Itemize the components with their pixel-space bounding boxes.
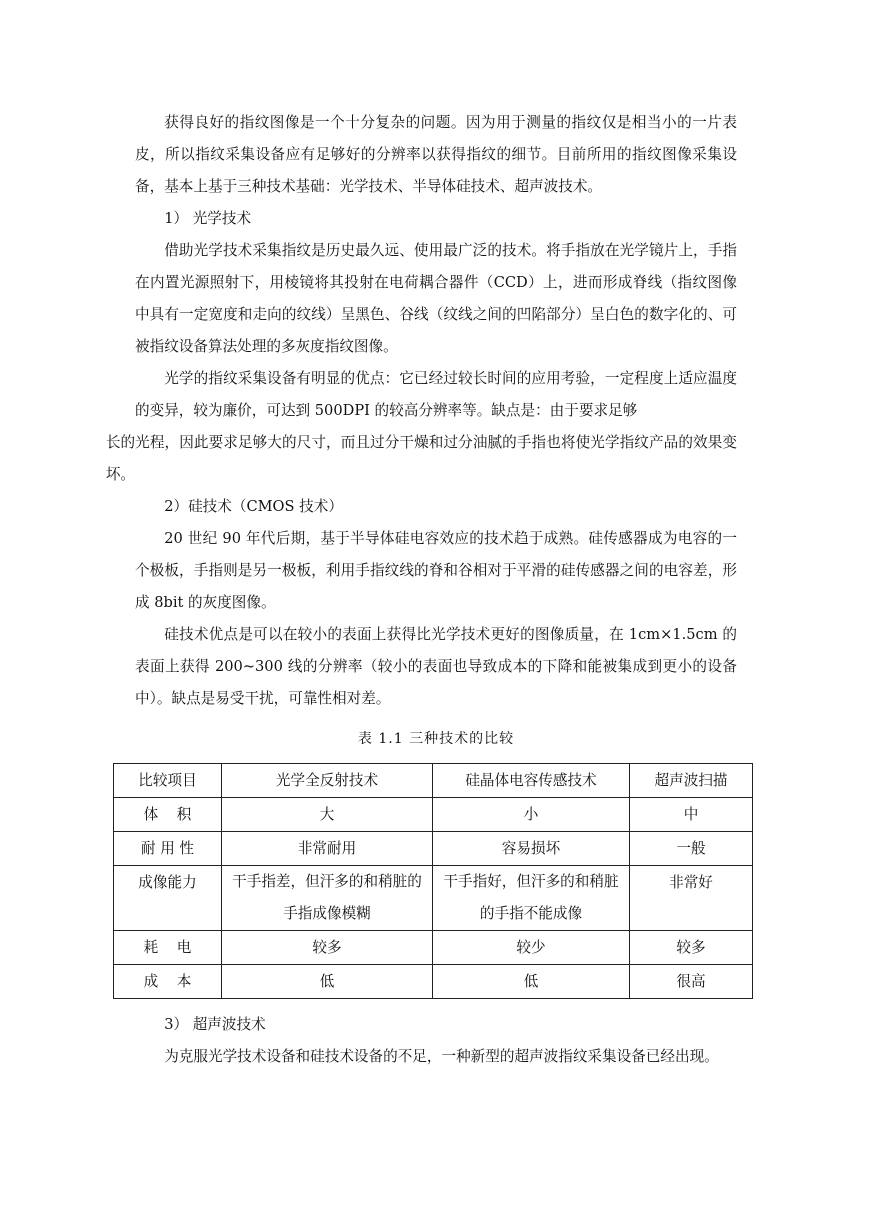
table-row: [114, 866, 753, 931]
table-row: [114, 832, 753, 866]
table-cell: 体 积: [114, 798, 222, 832]
table-cell: 耐 用 性: [114, 832, 222, 866]
table-cell: 较多: [222, 931, 433, 965]
table-header-cell: 超声波扫描: [630, 764, 753, 798]
table-cell: 容易损坏: [433, 832, 630, 866]
table-cell: 非常好: [630, 866, 753, 931]
table-cell: 低: [433, 965, 630, 999]
document-body: [105, 107, 737, 1073]
paragraph-optical-pros-cons-part1: 光学的指纹采集设备有明显的优点：它已经过较长时间的应用考验，一定程度上适应温度的变异，较为廉价，可达到 500DPI 的较高分辨率等。缺点是：由于要求足够: [135, 370, 737, 419]
table-cell: 大: [222, 798, 433, 832]
paragraph-silicon-principle: 20 世纪 90 年代后期，基于半导体硅电容效应的技术趋于成熟。硅传感器成为电容的一个极板，手指则是另一极板，利用手指纹线的脊和谷相对于平滑的硅传感器之间的电容差，形成 8bit 的灰度图像。: [135, 530, 737, 611]
table-cell: 一般: [630, 832, 753, 866]
table-header-cell: 硅晶体电容传感技术: [433, 764, 630, 798]
paragraph-ultrasound-intro: 为克服光学技术设备和硅技术设备的不足，一种新型的超声波指纹采集设备已经出现。: [164, 1048, 719, 1065]
table-cell: 较少: [433, 931, 630, 965]
table-cell: 非常耐用: [222, 832, 433, 866]
table-header-row: [114, 764, 753, 798]
table-header-cell: 光学全反射技术: [222, 764, 433, 798]
paragraph-intro: 获得良好的指纹图像是一个十分复杂的问题。因为用于测量的指纹仅是相当小的一片表皮，所以指纹采集设备应有足够好的分辨率以获得指纹的细节。目前所用的指纹图像采集设备，基本上基于三种技术基础：光学技术、半导体硅技术、超声波技术。: [135, 114, 737, 195]
table-cell: 成像能力: [114, 866, 222, 931]
table-cell: 很高: [630, 965, 753, 999]
table-cell: 成 本: [114, 965, 222, 999]
paragraph-optical-pros-cons-part2: 长的光程，因此要求足够大的尺寸，而且过分干燥和过分油腻的手指也将使光学指纹产品的效果变坏。: [105, 434, 737, 483]
table-cell: 中: [630, 798, 753, 832]
table-cell: 低: [222, 965, 433, 999]
paragraph-optical-principle: 借助光学技术采集指纹是历史最久远、使用最广泛的技术。将手指放在光学镜片上，手指在内置光源照射下，用棱镜将其投射在电荷耦合器件（CCD）上，进而形成脊线（指纹图像中具有一定宽度和走向的纹线）呈黑色、谷线（纹线之间的凹陷部分）呈白色的数字化的、可被指纹设备算法处理的多灰度指纹图像。: [135, 242, 737, 355]
comparison-table: [113, 763, 753, 999]
table-cell: 耗 电: [114, 931, 222, 965]
table-row: [114, 931, 753, 965]
table-cell: 干手指差，但汗多的和稍脏的手指成像模糊: [222, 866, 433, 931]
table-header-cell: 比较项目: [114, 764, 222, 798]
section-heading-ultrasound: 3） 超声波技术: [164, 1016, 266, 1033]
table-cell: 小: [433, 798, 630, 832]
table-cell: 干手指好，但汗多的和稍脏的手指不能成像: [433, 866, 630, 931]
table-cell: 较多: [630, 931, 753, 965]
table-caption: 表 1.1 三种技术的比较: [357, 731, 515, 747]
section-heading-optical: 1） 光学技术: [164, 210, 252, 227]
paragraph-silicon-pros-cons: 硅技术优点是可以在较小的表面上获得比光学技术更好的图像质量，在 1cm×1.5cm 的表面上获得 200~300 线的分辨率（较小的表面也导致成本的下降和能被集成到更小的设备中）。缺点是易受干扰，可靠性相对差。: [135, 626, 737, 707]
table-row: [114, 965, 753, 999]
table-row: [114, 798, 753, 832]
section-heading-silicon: 2）硅技术（CMOS 技术）: [164, 498, 343, 515]
